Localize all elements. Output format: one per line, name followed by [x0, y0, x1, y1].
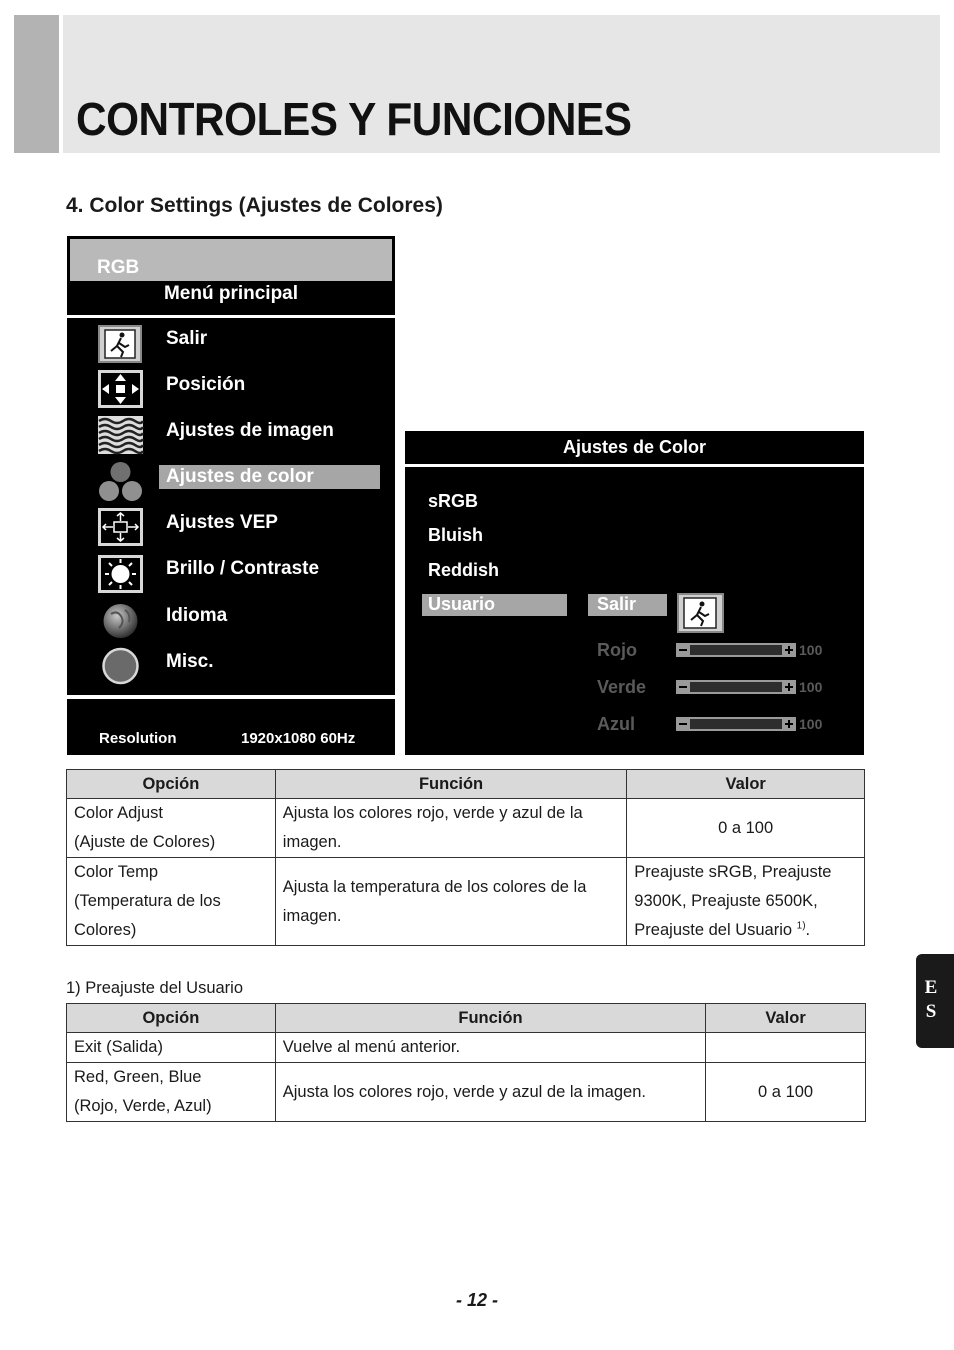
menu-item-ajustes-imagen[interactable]: Ajustes de imagen: [166, 420, 334, 441]
language-letter: S: [925, 1001, 937, 1022]
cell-line: (Rojo, Verde, Azul): [74, 1097, 212, 1115]
language-letter: E: [924, 977, 938, 998]
slider-rojo[interactable]: [676, 643, 796, 657]
color-item-srgb[interactable]: sRGB: [428, 491, 479, 511]
table-cell-option: [67, 799, 276, 858]
minus-icon: [679, 686, 687, 688]
table-cell-function: [275, 799, 627, 858]
table-cell-option: [67, 1063, 276, 1122]
exit-icon[interactable]: [677, 593, 724, 633]
misc-icon: [97, 646, 144, 686]
resolution-value: 1920x1080 60Hz: [241, 730, 356, 747]
table-cell-function: [275, 858, 627, 946]
color-item-bluish[interactable]: Bluish: [428, 525, 484, 545]
table-row: [67, 1033, 866, 1063]
table-row: [67, 858, 865, 946]
cell-line: Preajuste del Usuario: [634, 921, 793, 939]
color-item-reddish[interactable]: Reddish: [428, 560, 500, 580]
menu-item-ajustes-vep[interactable]: Ajustes VEP: [166, 512, 278, 533]
table-cell-option: Exit (Salida): [67, 1033, 276, 1063]
cell-line: (Temperatura de los: [74, 892, 221, 910]
column-header: Valor: [627, 770, 865, 799]
table-cell-value: 0 a 100: [627, 799, 865, 858]
header-side-bar: [14, 15, 59, 153]
menu-item-posicion[interactable]: Posición: [166, 374, 246, 395]
slider-verde[interactable]: [676, 680, 796, 694]
cell-line: Color Adjust: [74, 804, 163, 822]
cell-line: Preajuste sRGB, Preajuste: [634, 863, 832, 881]
page-title: CONTROLES Y FUNCIONES: [76, 93, 632, 145]
color-menu-header: [405, 431, 864, 464]
cell-line: 9300K, Preajuste 6500K,: [634, 892, 818, 910]
color-settings-icon: [97, 461, 144, 501]
table-header-row: [67, 1004, 866, 1033]
menu-item-misc[interactable]: Misc.: [166, 651, 214, 672]
slider-azul[interactable]: [676, 717, 796, 731]
column-header: Función: [275, 770, 627, 799]
brightness-icon: [97, 554, 144, 594]
color-item-usuario[interactable]: Usuario: [428, 594, 496, 614]
table-cell-value: 0 a 100: [706, 1063, 866, 1122]
vep-icon: [97, 507, 144, 547]
position-icon: [97, 369, 144, 409]
column-header: Opción: [67, 1004, 276, 1033]
section-title: 4. Color Settings (Ajustes de Colores): [66, 194, 443, 217]
globe-icon: [97, 600, 144, 640]
slider-track: [690, 719, 782, 729]
table-row: [67, 1063, 866, 1122]
slider-label-verde: Verde: [597, 677, 647, 697]
slider-value-azul: 100: [799, 716, 823, 732]
table-cell-function: Vuelve al menú anterior.: [275, 1033, 705, 1063]
language-tab: [916, 954, 954, 1048]
table-cell-option: [67, 858, 276, 946]
user-preset-table: [66, 1003, 866, 1122]
slider-track: [690, 682, 782, 692]
table-cell-value: [706, 1033, 866, 1063]
menu-item-salir[interactable]: Salir: [166, 328, 208, 349]
slider-label-azul: Azul: [597, 714, 635, 734]
color-settings-table: [66, 769, 865, 946]
table-cell-function: Ajusta los colores rojo, verde y azul de la imagen.: [275, 1063, 705, 1122]
minus-icon: [679, 723, 687, 725]
slider-label-rojo: Rojo: [597, 640, 637, 660]
cell-line: Red, Green, Blue: [74, 1068, 202, 1086]
plus-icon-vertical: [788, 720, 790, 728]
cell-period: .: [805, 921, 811, 939]
footnote-title: 1) Preajuste del Usuario: [66, 979, 244, 997]
column-header: Opción: [67, 770, 276, 799]
main-menu-title: Menú principal: [163, 283, 299, 304]
column-header: Valor: [706, 1004, 866, 1033]
slider-value-verde: 100: [799, 679, 823, 695]
menu-item-brillo-contraste[interactable]: Brillo / Contraste: [166, 558, 320, 579]
menu-item-idioma[interactable]: Idioma: [166, 605, 228, 626]
slider-value-rojo: 100: [799, 642, 823, 658]
exit-icon: [97, 323, 144, 363]
table-row: [67, 799, 865, 858]
plus-icon-vertical: [788, 683, 790, 691]
minus-icon: [679, 649, 687, 651]
cell-line: (Ajuste de Colores): [74, 833, 216, 851]
source-bar: [70, 239, 392, 281]
slider-track: [690, 645, 782, 655]
cell-line: imagen.: [282, 906, 342, 925]
table-cell-value: [627, 858, 865, 946]
table-header-row: [67, 770, 865, 799]
submenu-exit-button[interactable]: Salir: [597, 594, 637, 614]
resolution-label: Resolution: [99, 730, 177, 747]
page-number: - 12 -: [455, 1290, 498, 1310]
cell-line: Colores): [74, 921, 137, 939]
column-header: Función: [275, 1004, 705, 1033]
cell-line: imagen.: [282, 833, 342, 851]
cell-line: Ajusta los colores rojo, verde y azul de la: [282, 804, 583, 822]
source-label: RGB: [97, 257, 140, 278]
image-settings-icon: [97, 415, 144, 455]
menu-item-ajustes-color[interactable]: Ajustes de color: [166, 466, 314, 487]
color-menu-title: Ajustes de Color: [562, 437, 707, 457]
footnote-ref: 1): [796, 920, 806, 932]
plus-icon-vertical: [788, 646, 790, 654]
cell-line: Color Temp: [74, 863, 159, 881]
cell-line: Ajusta la temperatura de los colores de la: [282, 877, 587, 896]
